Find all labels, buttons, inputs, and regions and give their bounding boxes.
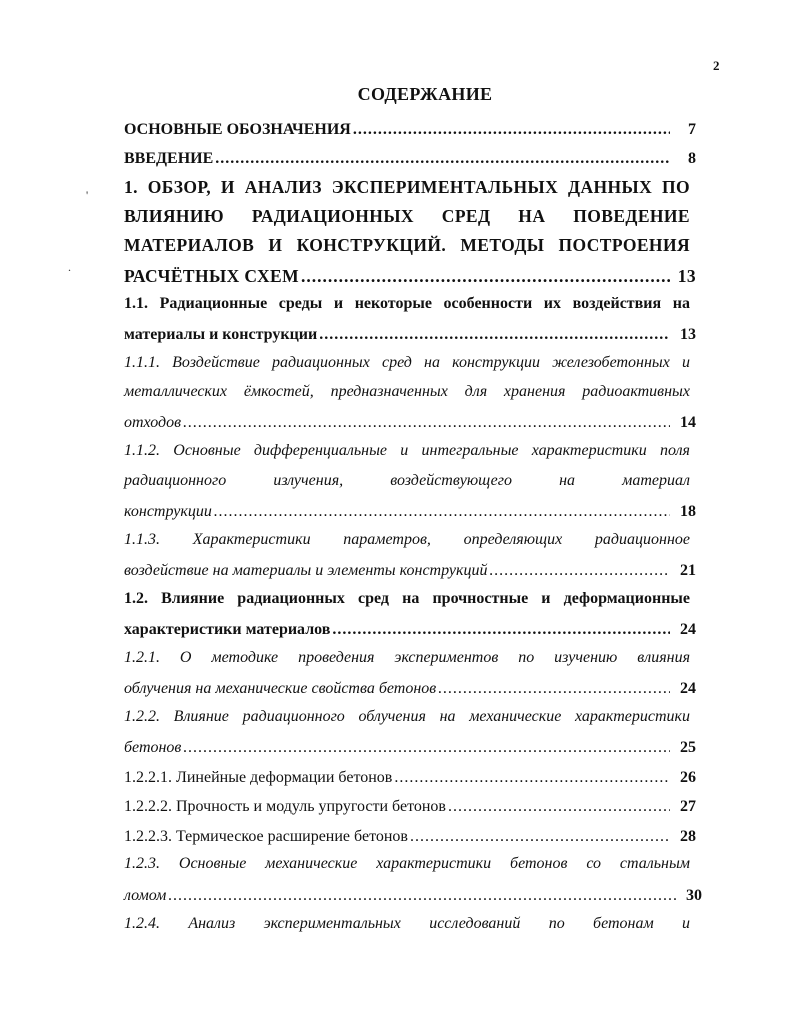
dot-leader <box>394 768 670 788</box>
dot-leader <box>489 561 670 581</box>
page-title: СОДЕРЖАНИЕ <box>357 84 493 104</box>
toc-entry-title: ОСНОВНЫЕ ОБОЗНАЧЕНИЯ <box>124 121 351 138</box>
toc-entry-ch1[interactable] <box>124 264 696 286</box>
toc-entry-1-2[interactable] <box>124 618 696 640</box>
toc-entry-title: бетонов <box>124 739 182 756</box>
toc-entry-1-1-1-line[interactable]: металлических ёмкостей, предназначенных для хранения радиоактивных <box>124 383 690 400</box>
toc-entry-notation[interactable] <box>124 118 696 140</box>
toc-entry-1-2-4-line[interactable]: 1.2.4. Анализ экспериментальных исследований по бетонам и <box>124 915 690 932</box>
toc-entry-1-2-2-line[interactable]: 1.2.2. Влияние радиационного облучения на механические характеристики <box>124 708 690 725</box>
scan-speck: ' <box>86 188 89 202</box>
toc-entry-1-1-3-line[interactable]: 1.1.3. Характеристики параметров, определяющих радиационное <box>124 531 690 548</box>
dot-leader <box>215 149 670 169</box>
toc-entry-1-1-1[interactable] <box>124 411 696 433</box>
toc-entry-title: облучения на механические свойства бетонов <box>124 680 437 697</box>
toc-entry-title: 1.2.2.2. Прочность и модуль упругости бетонов <box>124 798 446 815</box>
toc-entry-title: воздействие на материалы и элементы конструкций <box>124 562 488 579</box>
toc-entry-1-2-2-3[interactable] <box>124 825 696 847</box>
toc-entry-title: характеристики материалов <box>124 621 331 638</box>
toc-page-number: 13 <box>677 266 696 286</box>
toc-entry-title: 1.2.2.3. Термическое расширение бетонов <box>124 828 408 845</box>
toc-page-number: 8 <box>688 150 696 167</box>
dot-leader <box>438 679 670 699</box>
toc-entry-1-1-2[interactable] <box>124 500 696 522</box>
dot-leader <box>319 325 670 345</box>
toc-entry-title: ломом <box>124 887 167 904</box>
toc-entry-ch1-line[interactable]: МАТЕРИАЛОВ И КОНСТРУКЦИЙ. МЕТОДЫ ПОСТРОЕНИЯ <box>124 235 690 255</box>
toc-page-number: 28 <box>680 828 696 845</box>
toc-entry-1-2-2-2[interactable] <box>124 795 696 817</box>
toc-page-number: 18 <box>680 503 696 520</box>
toc-page-number: 24 <box>680 621 696 638</box>
toc-entry-1-1-line[interactable]: 1.1. Радиационные среды и некоторые особенности их воздействия на <box>124 295 690 312</box>
toc-entry-title: РАСЧЁТНЫХ СХЕМ <box>124 266 300 286</box>
toc-entry-1-2-3[interactable] <box>124 884 702 906</box>
toc-entry-intro[interactable] <box>124 147 696 169</box>
toc-page-number: 21 <box>680 562 696 579</box>
scan-speck: . <box>68 260 71 274</box>
dot-leader <box>448 797 670 817</box>
dot-leader <box>410 827 670 847</box>
toc-entry-title: 1.2.2.1. Линейные деформации бетонов <box>124 769 393 786</box>
dot-leader <box>183 413 670 433</box>
toc-entry-1-2-1-line[interactable]: 1.2.1. О методике проведения экспериментов по изучению влияния <box>124 649 690 666</box>
toc-entry-1-1-1-line[interactable]: 1.1.1. Воздействие радиационных сред на конструкции железобетонных и <box>124 354 690 371</box>
dot-leader <box>332 620 670 640</box>
toc-entry-1-1-3[interactable] <box>124 559 696 581</box>
toc-entry-1-1-2-line[interactable]: радиационного излучения, воздействующего на материал <box>124 472 690 489</box>
toc-entry-1-1-2-line[interactable]: 1.1.2. Основные дифференциальные и интегральные характеристики поля <box>124 442 690 459</box>
toc-page-number: 27 <box>680 798 696 815</box>
toc-entry-1-2-3-line[interactable]: 1.2.3. Основные механические характеристики бетонов со стальным <box>124 855 690 872</box>
dot-leader <box>183 738 670 758</box>
toc-entry-title: конструкции <box>124 503 212 520</box>
toc-page-number: 30 <box>686 887 702 904</box>
toc-page-number: 24 <box>680 680 696 697</box>
toc-entry-1-2-1[interactable] <box>124 677 696 699</box>
toc-page-number: 13 <box>680 326 696 343</box>
dot-leader <box>353 120 670 140</box>
toc-entry-title: материалы и конструкции <box>124 326 318 343</box>
toc-page-number: 25 <box>680 739 696 756</box>
toc-page-number: 26 <box>680 769 696 786</box>
dot-leader <box>301 266 670 286</box>
toc-entry-ch1-line[interactable]: ВЛИЯНИЮ РАДИАЦИОННЫХ СРЕД НА ПОВЕДЕНИЕ <box>124 206 690 226</box>
toc-entry-title: ВВЕДЕНИЕ <box>124 150 214 167</box>
toc-entry-title: отходов <box>124 414 182 431</box>
toc-entry-1-1[interactable] <box>124 323 696 345</box>
toc-entry-1-2-2-1[interactable] <box>124 766 696 788</box>
toc-page-number: 14 <box>680 414 696 431</box>
dot-leader <box>214 502 670 522</box>
toc-entry-1-2-line[interactable]: 1.2. Влияние радиационных сред на прочностные и деформационные <box>124 590 690 607</box>
toc-entry-1-2-2[interactable] <box>124 736 696 758</box>
dot-leader <box>168 886 676 906</box>
toc-entry-ch1-line[interactable]: 1. ОБЗОР, И АНАЛИЗ ЭКСПЕРИМЕНТАЛЬНЫХ ДАННЫХ ПО <box>124 177 690 197</box>
toc-page-number: 7 <box>688 121 696 138</box>
page-number: 2 <box>713 58 720 73</box>
